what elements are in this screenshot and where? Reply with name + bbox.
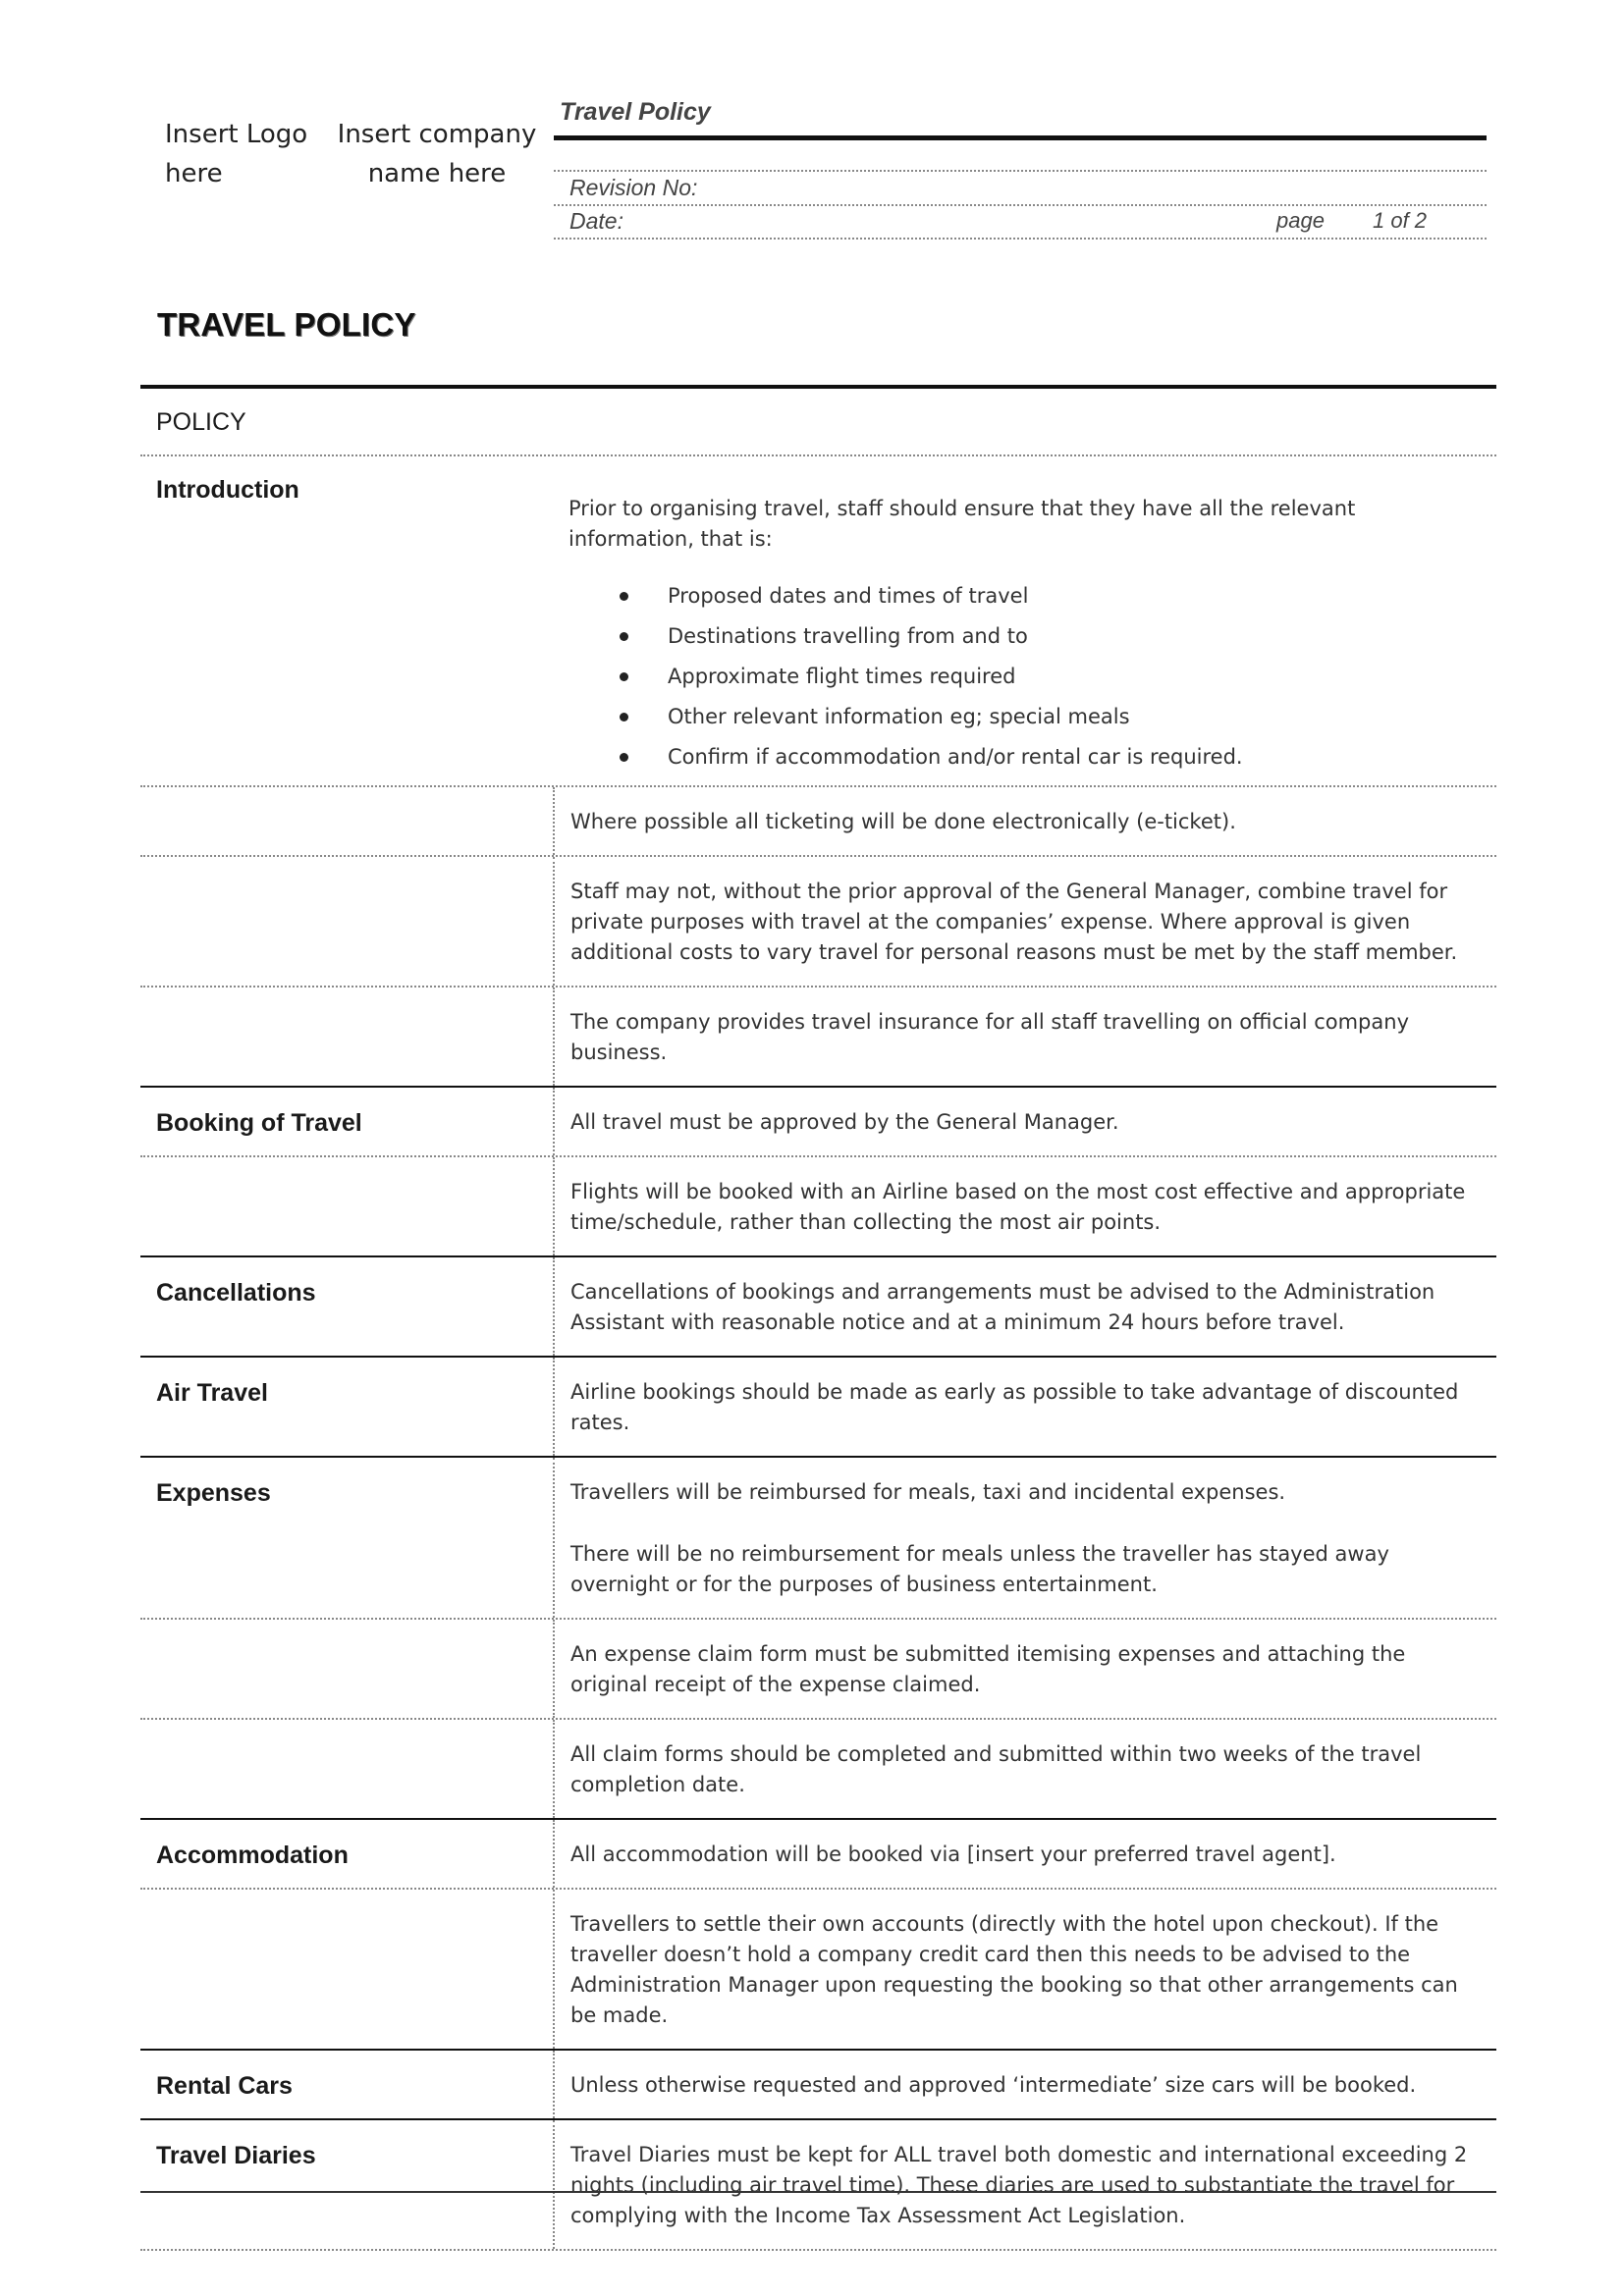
row-label [140, 988, 553, 1086]
footer-rule [140, 2191, 1496, 2193]
policy-heading: POLICY [156, 408, 246, 436]
row-content: Travellers will be reimbursed for meals, taxi and incidental expenses. There will be no reimbursement for meals unless the traveller has stayed away overnight or for the purposes of business entertainment. [553, 1458, 1496, 1618]
row-label [140, 1720, 553, 1818]
table-row [140, 1818, 1496, 1888]
policy-table [140, 385, 1496, 2251]
row-content: Cancellations of bookings and arrangements must be advised to the Administration Assistant with reasonable notice and at a minimum 24 hours before travel. [553, 1257, 1496, 1356]
intro-bullet-list [568, 576, 1485, 777]
company-name-placeholder: Insert company name here [337, 120, 537, 188]
row-content: Travellers to settle their own accounts (directly with the hotel upon checkout). If the traveller doesn’t hold a company credit card then this needs to be advised to the Administration Manager upon requesting the booking so that other arrangements can be made. [553, 1890, 1496, 2049]
intro-row [140, 454, 1496, 785]
row-content: The company provides travel insurance for all staff travelling on official company business. [553, 988, 1496, 1086]
table-row [140, 2118, 1496, 2251]
row-label [140, 857, 553, 986]
row-content: Flights will be booked with an Airline based on the most cost effective and appropriate time/schedule, rather than collecting the most air points. [553, 1157, 1496, 1255]
table-row [140, 1255, 1496, 1356]
row-content: All accommodation will be booked via [insert your preferred travel agent]. [553, 1820, 1496, 1888]
row-content: Where possible all ticketing will be done electronically (e-ticket). [553, 787, 1496, 855]
bullet-icon [620, 753, 628, 762]
row-content: Travel Diaries must be kept for ALL travel both domestic and international exceeding 2 nights (including air travel time). These diaries are used to substantiate the travel for complying with the Income Tax Assessment Act Legislation. [553, 2120, 1496, 2249]
page-title: TRAVEL POLICY [157, 306, 416, 343]
header-dotted-rule [554, 170, 1487, 172]
header-dotted-rule [554, 238, 1487, 240]
bullet-icon [620, 713, 628, 721]
table-row [140, 1888, 1496, 2049]
page-number: 1 of 2 [1373, 208, 1428, 233]
table-row [140, 785, 1496, 855]
list-item: Approximate flight times required [568, 657, 1485, 697]
intro-label: Introduction [156, 476, 299, 504]
bullet-icon [620, 632, 628, 641]
table-row [140, 1456, 1496, 1618]
page-label: page [1276, 208, 1325, 233]
logo-placeholder: Insert Logo here [165, 120, 308, 188]
row-label: Rental Cars [156, 2072, 293, 2100]
intro-text: Prior to organising travel, staff should ensure that they have all the relevant information, that is: [568, 497, 1356, 551]
row-label: Expenses [156, 1479, 271, 1507]
row-label [140, 1890, 553, 2049]
table-row [140, 1155, 1496, 1255]
row-label [140, 1620, 553, 1718]
table-row [140, 855, 1496, 986]
bullet-icon [620, 592, 628, 601]
row-content: All travel must be approved by the General Manager. [553, 1088, 1496, 1155]
row-label: Accommodation [156, 1842, 349, 1869]
row-content: Airline bookings should be made as early as possible to take advantage of discounted rates. [553, 1358, 1496, 1456]
table-row [140, 2049, 1496, 2118]
row-content: An expense claim form must be submitted itemising expenses and attaching the original receipt of the expense claimed. [553, 1620, 1496, 1718]
list-item: Proposed dates and times of travel [568, 576, 1485, 616]
revision-label: Revision No: [569, 175, 698, 200]
date-label: Date: [569, 208, 623, 234]
table-row [140, 1356, 1496, 1456]
row-label: Travel Diaries [156, 2142, 316, 2169]
table-row [140, 1618, 1496, 1718]
row-content: All claim forms should be completed and submitted within two weeks of the travel completion date. [553, 1720, 1496, 1818]
header-doc-title: Travel Policy [560, 98, 711, 126]
row-label [140, 787, 553, 855]
table-row [140, 986, 1496, 1086]
row-label [140, 1157, 553, 1255]
list-item: Destinations travelling from and to [568, 616, 1485, 657]
list-item: Other relevant information eg; special meals [568, 697, 1485, 737]
row-label: Booking of Travel [156, 1109, 362, 1137]
row-content: Unless otherwise requested and approved ‘intermediate’ size cars will be booked. [553, 2051, 1496, 2118]
header-thick-rule [554, 135, 1487, 140]
table-row [140, 1718, 1496, 1818]
table-row [140, 1086, 1496, 1155]
row-label: Air Travel [156, 1379, 268, 1407]
header-dotted-rule [554, 204, 1487, 206]
bullet-icon [620, 672, 628, 681]
row-content: Staff may not, without the prior approval of the General Manager, combine travel for private purposes with travel at the companies’ expense. Where approval is given additional costs to vary travel for personal reasons must be met by the staff member. [553, 857, 1496, 986]
list-item: Confirm if accommodation and/or rental car is required. [568, 737, 1485, 777]
row-label: Cancellations [156, 1279, 316, 1307]
intro-content [553, 456, 1496, 785]
